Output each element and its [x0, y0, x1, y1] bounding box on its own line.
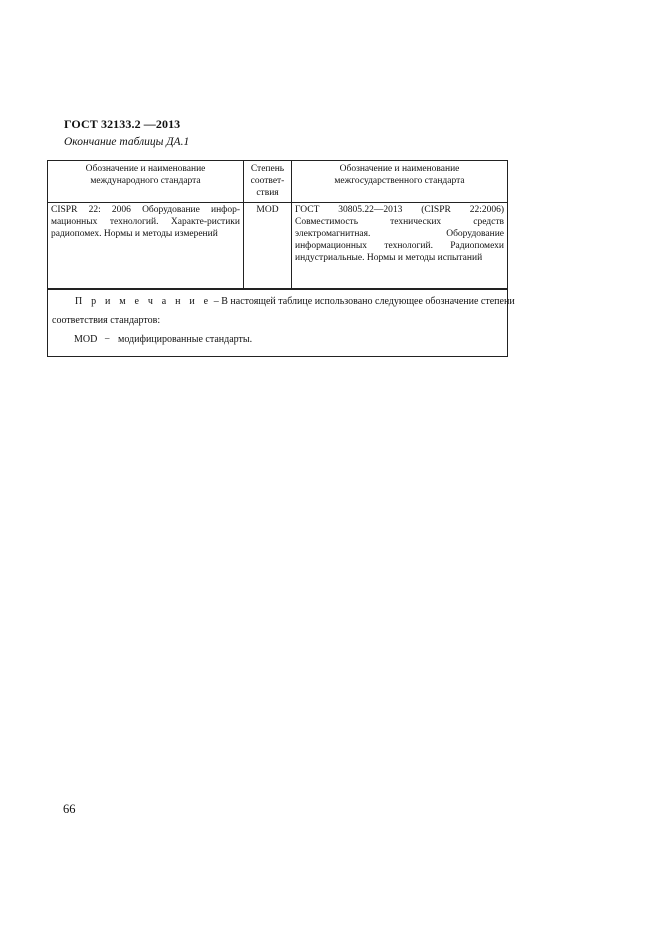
note-label: П р и м е ч а н и е [75, 296, 212, 307]
abbreviation-entry [74, 334, 252, 345]
cell-international-standard: CISPR 22: 2006 Оборудование инфор-мационных технологий. Характе-ристики радиопомех. Нормы и методы измерений [48, 203, 244, 290]
table-caption: Окончание таблицы ДА.1 [64, 136, 190, 148]
abbreviation-dash: − [104, 334, 110, 345]
document-code: ГОСТ 32133.2 —2013 [64, 117, 181, 131]
cell-interstate-standard: ГОСТ 30805.22—2013 (CISPR 22:2006) Совместимость технических средств электромагнитная. Оборудование информационных технологий. Радиопомехи индустриальные. Нормы и методы испытаний [292, 203, 508, 290]
abbreviation: MOD [74, 334, 98, 345]
cell-degree: MOD [244, 203, 292, 290]
note-text: – В настоящей таблице использовано следующее обозначение степени [211, 296, 515, 307]
page-number: 66 [63, 802, 76, 816]
abbreviation-meaning: модифицированные стандарты. [117, 334, 253, 345]
note-line [75, 296, 515, 307]
column-header-international: Обозначение и наименование международного стандарта [48, 161, 244, 203]
column-header-interstate: Обозначение и наименование межгосударственного стандарта [292, 161, 508, 203]
correspondence-table [47, 160, 508, 290]
column-header-degree: Степень соответ-ствия [244, 161, 292, 203]
table-row [48, 203, 508, 290]
note-continuation: соответствия стандартов: [52, 315, 161, 326]
note-box [47, 288, 515, 357]
table-header-row [48, 161, 508, 203]
